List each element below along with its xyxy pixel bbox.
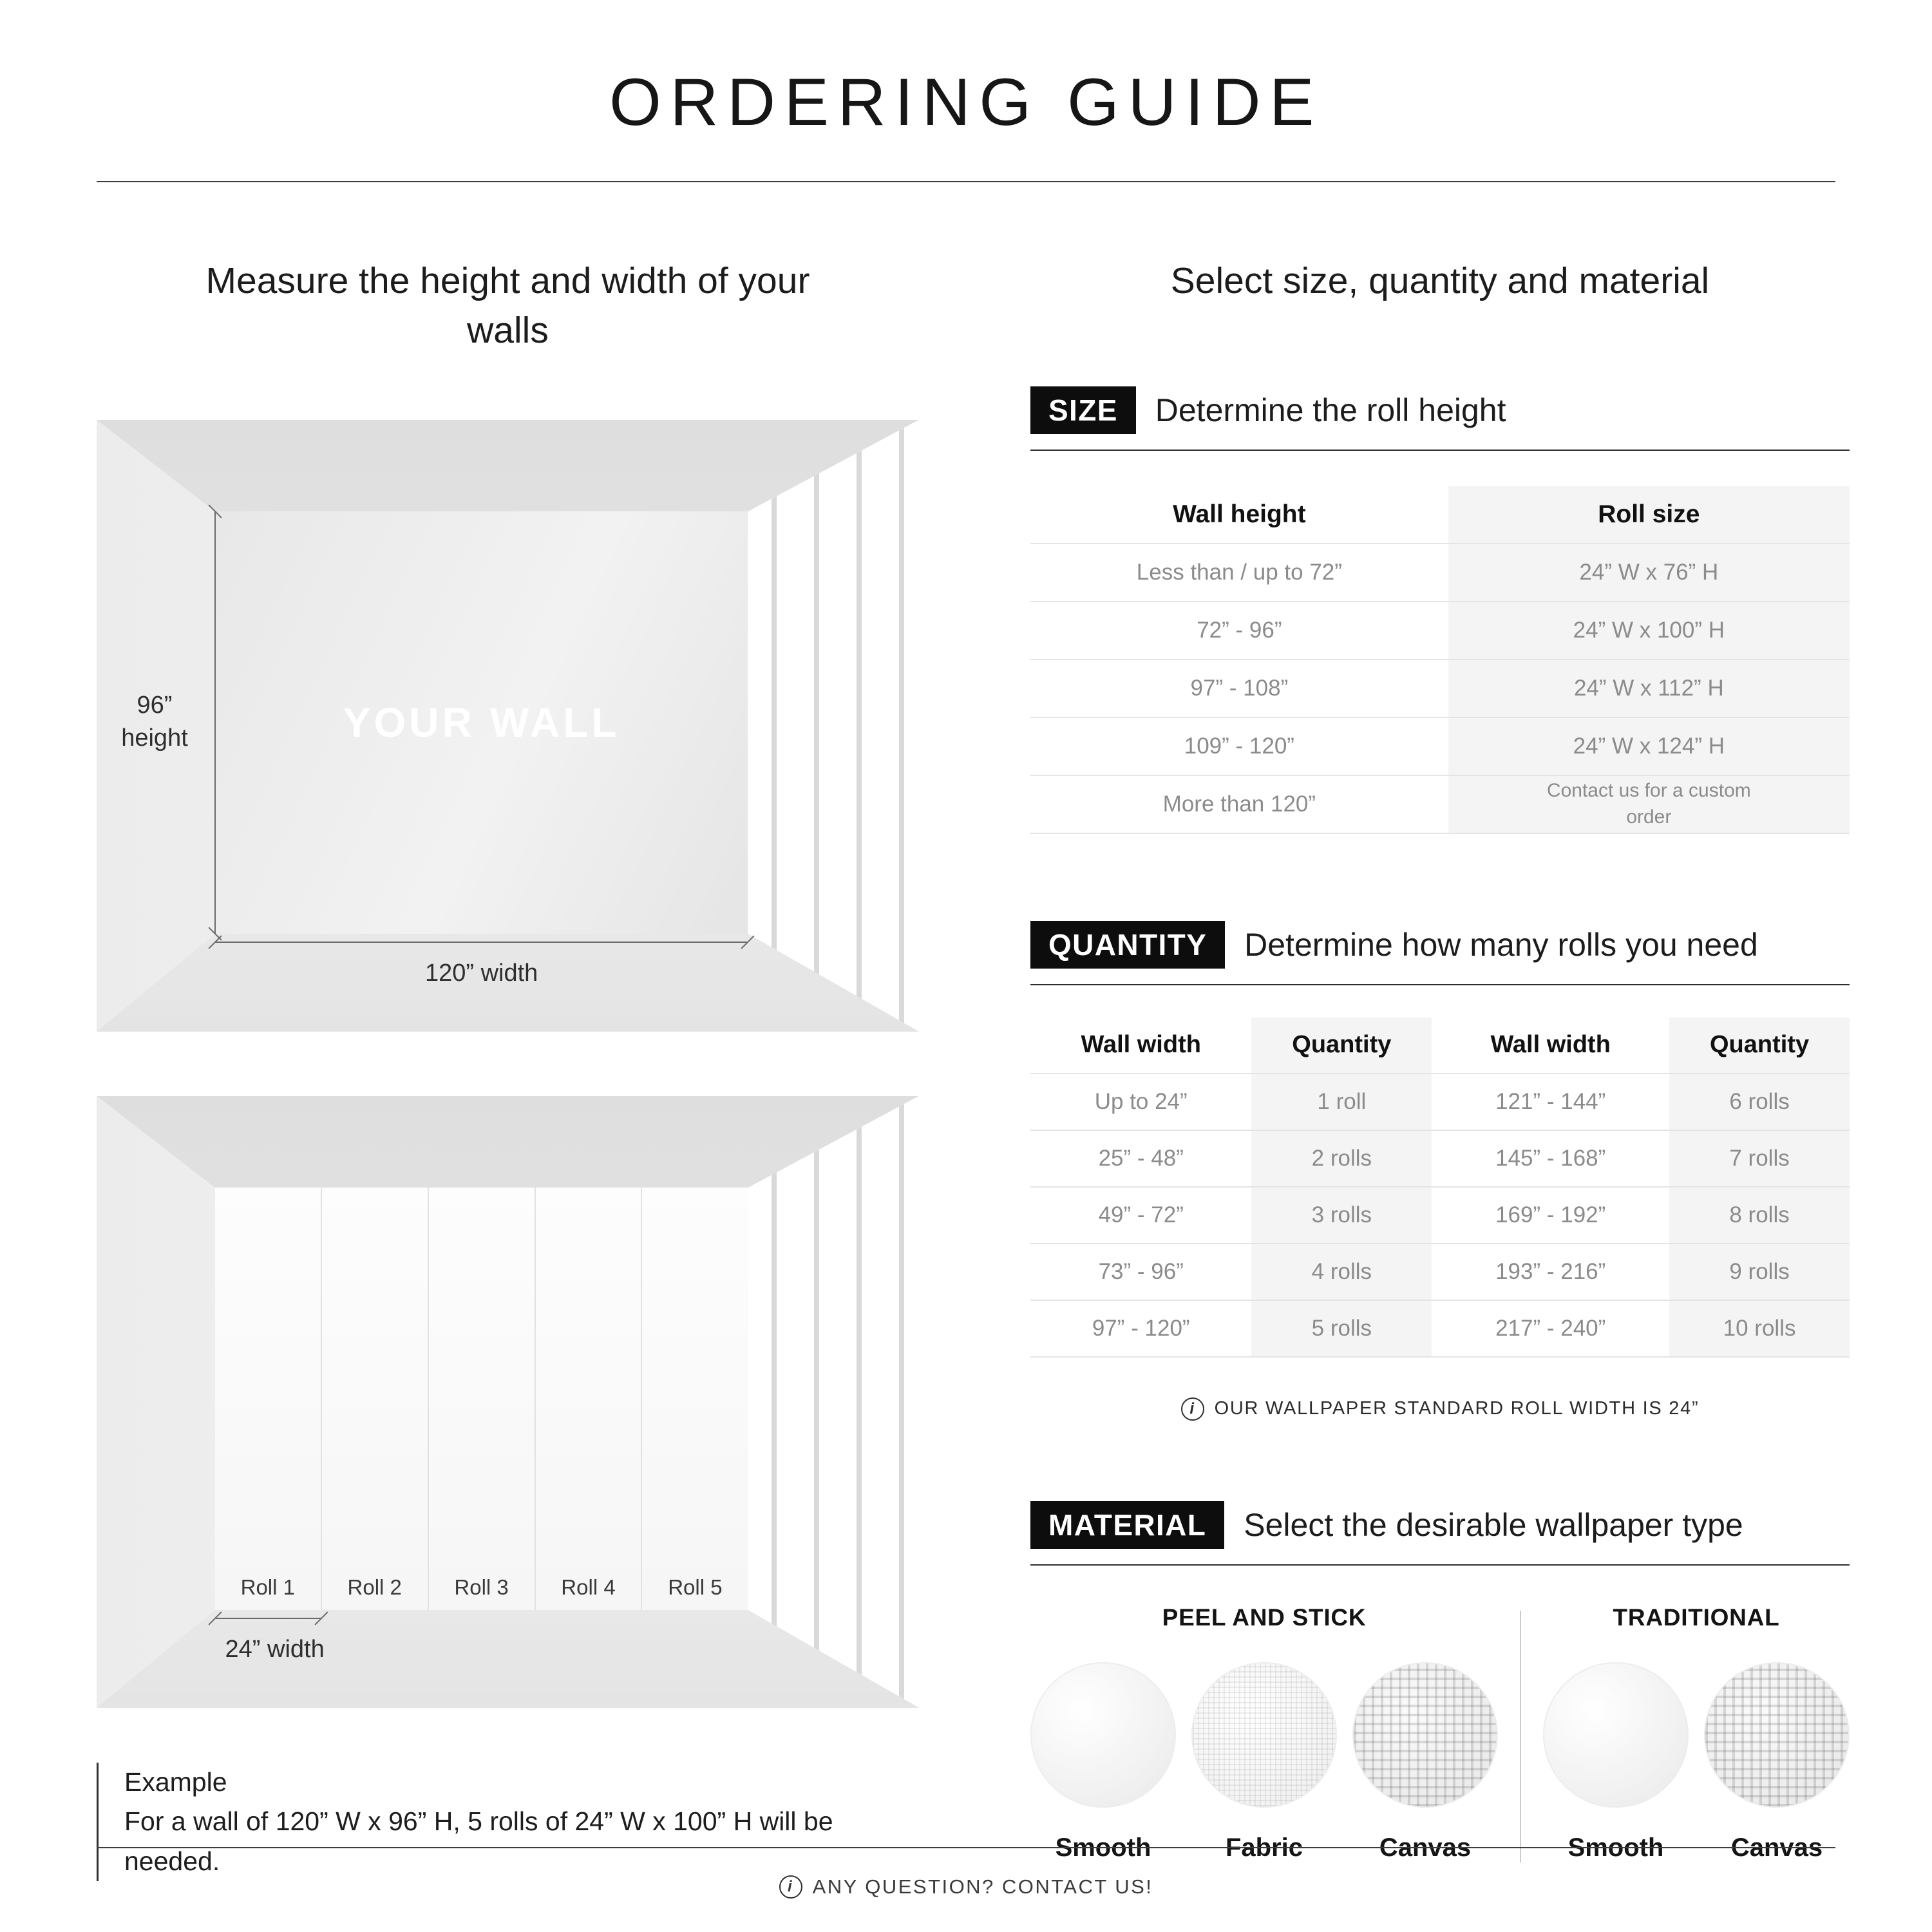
material-option-label: Smooth	[1055, 1833, 1151, 1862]
roll-label: Roll 5	[668, 1575, 723, 1599]
quantity-cell: 121” - 144”	[1495, 1088, 1606, 1114]
quantity-section-header	[1030, 921, 1850, 985]
quantity-cell: 2 rolls	[1251, 1131, 1432, 1186]
room-illustration-your-wall	[97, 420, 919, 1032]
size-col-wall-height: Wall height	[1173, 500, 1306, 528]
wall-height-word: height	[121, 724, 188, 752]
quantity-cell: 8 rolls	[1669, 1188, 1850, 1243]
size-table	[1030, 486, 1850, 834]
room-illustration-rolls	[97, 1096, 919, 1708]
wall-height-label	[103, 689, 206, 755]
roll-size-cell	[1448, 544, 1850, 601]
material-option	[1191, 1662, 1337, 1862]
quantity-cell: 73” - 96”	[1098, 1258, 1184, 1284]
peel-and-stick-swatches	[1030, 1662, 1498, 1862]
quantity-cell: 217” - 240”	[1495, 1315, 1606, 1341]
quantity-badge: QUANTITY	[1030, 921, 1225, 969]
size-table-row	[1030, 718, 1850, 776]
quantity-cell: 7 rolls	[1669, 1131, 1850, 1186]
roll-label: Roll 1	[240, 1575, 295, 1599]
roll-size-cell	[1448, 602, 1850, 659]
quantity-cell: 6 rolls	[1669, 1074, 1850, 1130]
size-section	[1030, 386, 1850, 834]
roll-width-note-text: OUR WALLPAPER STANDARD ROLL WIDTH IS 24”	[1214, 1398, 1700, 1419]
wall-height-cell: Less than / up to 72”	[1136, 559, 1342, 585]
quantity-header-cell: Wall width	[1490, 1031, 1611, 1059]
footer-note	[97, 1875, 1835, 1899]
material-badge: MATERIAL	[1030, 1501, 1224, 1549]
quantity-row	[1030, 1188, 1850, 1244]
select-column	[1030, 256, 1850, 1881]
roll-panel	[642, 1188, 748, 1610]
fabric-texture-swatch	[1191, 1662, 1337, 1808]
quantity-cell: 145” - 168”	[1495, 1145, 1606, 1171]
quantity-cell: 4 rolls	[1251, 1244, 1432, 1300]
size-table-row	[1030, 776, 1850, 834]
quantity-row	[1030, 1301, 1850, 1358]
roll-label: Roll 4	[561, 1575, 616, 1599]
roll-panel	[322, 1188, 429, 1610]
size-table-row	[1030, 544, 1850, 602]
quantity-cell: 10 rolls	[1669, 1301, 1850, 1356]
quantity-cell: 97” - 120”	[1092, 1315, 1190, 1341]
roll-panels	[215, 1188, 748, 1610]
size-subtitle: Determine the roll height	[1155, 392, 1506, 428]
quantity-subtitle: Determine how many rolls you need	[1244, 926, 1758, 963]
quantity-row	[1030, 1131, 1850, 1188]
roll-size-cell	[1448, 660, 1850, 717]
material-option-label: Canvas	[1379, 1833, 1472, 1862]
quantity-cell: 1 roll	[1251, 1074, 1432, 1130]
page-title: ORDERING GUIDE	[609, 65, 1323, 140]
wall-height-cell: 72” - 96”	[1197, 617, 1282, 643]
info-icon: i	[779, 1875, 802, 1899]
quantity-header-cell: Quantity	[1669, 1018, 1850, 1073]
roll-width-note	[1030, 1397, 1850, 1421]
quantity-cell: Up to 24”	[1094, 1088, 1188, 1114]
size-badge: SIZE	[1030, 386, 1136, 434]
roll-size-cell	[1448, 718, 1850, 775]
roll-size-value: 24” W x 76” H	[1579, 559, 1719, 585]
main-columns	[97, 256, 1835, 1881]
canvas-texture-swatch	[1352, 1662, 1498, 1808]
example-title: Example	[124, 1766, 227, 1797]
quantity-cell: 193” - 216”	[1495, 1258, 1606, 1284]
material-option	[1030, 1662, 1176, 1862]
material-option	[1543, 1662, 1689, 1862]
footer-note-text: ANY QUESTION? CONTACT US!	[812, 1875, 1153, 1898]
traditional-group	[1543, 1604, 1850, 1862]
quantity-cell: 49” - 72”	[1098, 1202, 1184, 1227]
roll-panel	[215, 1188, 322, 1610]
footer	[97, 1847, 1835, 1899]
roll-size-value: Contact us for a custom order	[1546, 780, 1751, 828]
peel-and-stick-group	[1030, 1604, 1498, 1862]
quantity-cell: 5 rolls	[1251, 1301, 1432, 1356]
quantity-table	[1030, 1018, 1850, 1358]
roll-label: Roll 2	[347, 1575, 402, 1599]
roll-panel	[429, 1188, 536, 1610]
height-dimension-line	[214, 511, 216, 934]
material-option-label: Fabric	[1225, 1833, 1303, 1862]
material-group-divider	[1520, 1611, 1521, 1862]
wall-height-cell: More than 120”	[1162, 791, 1316, 817]
title-divider	[97, 181, 1835, 182]
size-table-row	[1030, 660, 1850, 718]
roll-label: Roll 3	[454, 1575, 509, 1599]
traditional-title: TRADITIONAL	[1613, 1604, 1780, 1631]
size-table-header-row	[1030, 486, 1850, 544]
wall-height-cell: 109” - 120”	[1184, 733, 1294, 759]
quantity-row	[1030, 1244, 1850, 1301]
material-option-label: Canvas	[1730, 1833, 1823, 1862]
material-section	[1030, 1501, 1850, 1862]
measure-column	[97, 256, 919, 1881]
wall-height-value: 96”	[137, 691, 173, 719]
roll-size-cell	[1448, 776, 1850, 833]
your-wall-label: YOUR WALL	[343, 699, 620, 746]
footer-divider	[97, 1847, 1835, 1848]
smooth-texture-swatch	[1543, 1662, 1689, 1808]
quantity-cell: 25” - 48”	[1098, 1145, 1184, 1171]
example-text: For a wall of 120” W x 96” H, 5 rolls of 24” W x 100” H will be needed.	[124, 1806, 833, 1876]
quantity-header-cell: Wall width	[1081, 1031, 1201, 1059]
material-option-label: Smooth	[1567, 1833, 1664, 1862]
size-table-row	[1030, 602, 1850, 660]
peel-and-stick-title: PEEL AND STICK	[1162, 1604, 1367, 1631]
size-section-header	[1030, 386, 1850, 451]
roll-width-dimension-line	[215, 1618, 321, 1619]
width-dimension-line	[215, 942, 748, 943]
quantity-header-row	[1030, 1018, 1850, 1074]
material-option	[1704, 1662, 1850, 1862]
quantity-section	[1030, 921, 1850, 1421]
roll-size-value: 24” W x 112” H	[1573, 675, 1724, 701]
quantity-row	[1030, 1074, 1850, 1131]
measure-heading: Measure the height and width of your walls	[205, 260, 810, 351]
quantity-cell: 3 rolls	[1251, 1188, 1432, 1243]
wall-height-cell: 97” - 108”	[1190, 675, 1289, 701]
wall-width-label: 120” width	[424, 959, 538, 987]
roll-width-label: 24” width	[225, 1635, 325, 1663]
quantity-header-cell: Quantity	[1251, 1018, 1432, 1073]
material-groups	[1030, 1604, 1850, 1862]
roll-size-value: 24” W x 124” H	[1573, 733, 1725, 759]
canvas-texture-swatch	[1704, 1662, 1850, 1808]
roll-size-value: 24” W x 100” H	[1573, 617, 1725, 643]
smooth-texture-swatch	[1030, 1662, 1176, 1808]
material-option	[1352, 1662, 1498, 1862]
select-heading: Select size, quantity and material	[1170, 260, 1710, 301]
quantity-cell: 169” - 192”	[1495, 1202, 1606, 1227]
material-subtitle: Select the desirable wallpaper type	[1244, 1506, 1743, 1543]
quantity-cell: 9 rolls	[1669, 1244, 1850, 1300]
info-icon: i	[1181, 1397, 1204, 1421]
roll-panel	[536, 1188, 643, 1610]
material-section-header	[1030, 1501, 1850, 1566]
size-col-roll-size: Roll size	[1448, 486, 1850, 543]
traditional-swatches	[1543, 1662, 1850, 1862]
